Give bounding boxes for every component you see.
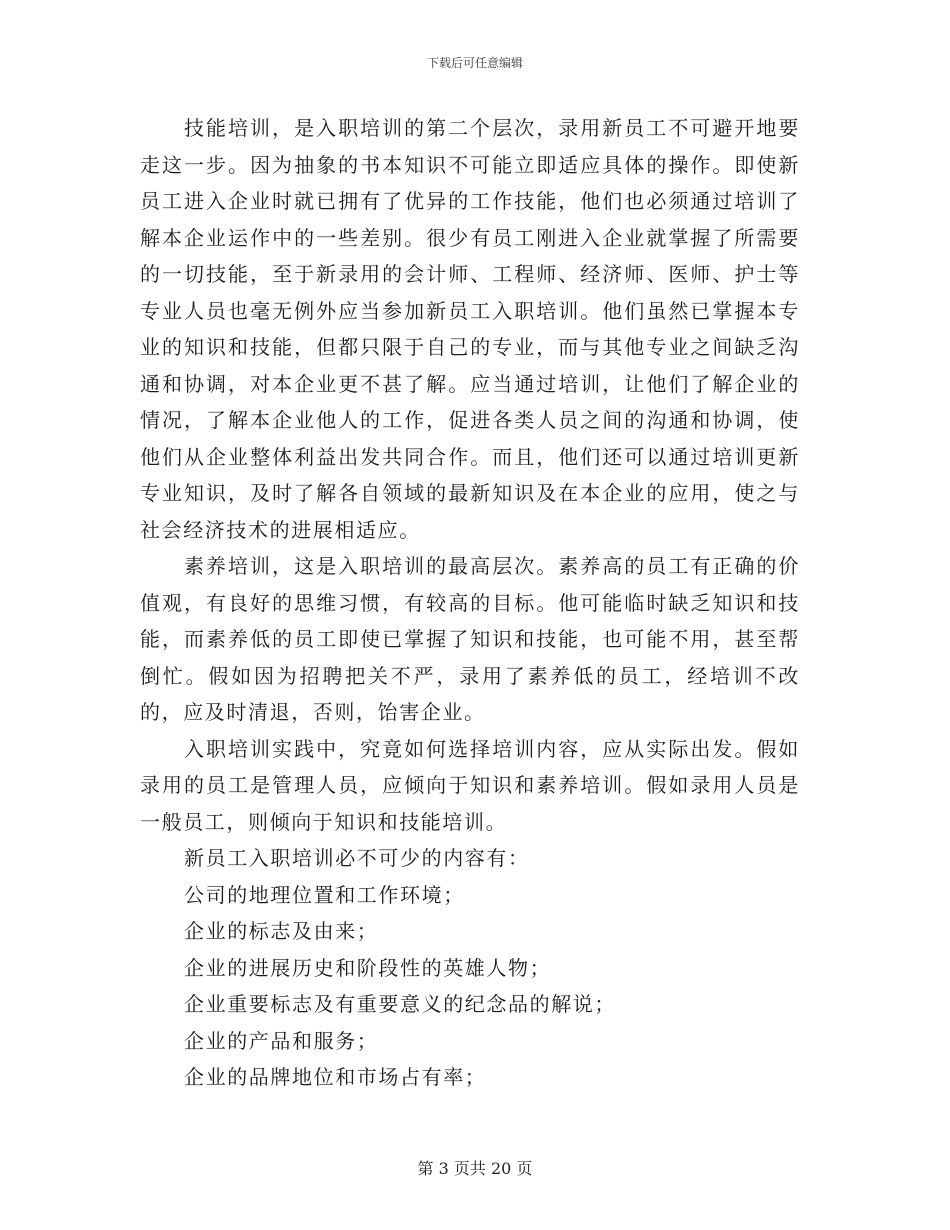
list-item: 企业的进展历史和阶段性的英雄人物； xyxy=(184,955,552,980)
list-item: 企业的产品和服务； xyxy=(184,1028,379,1053)
list-item: 公司的地理位置和工作环境； xyxy=(184,882,465,907)
list-item: 企业的品牌地位和市场占有率； xyxy=(184,1065,487,1089)
list-item: 企业重要标志及有重要意义的纪念品的解说； xyxy=(184,992,616,1016)
list-intro: 新员工入职培训必不可少的内容有： xyxy=(184,846,530,870)
paragraph-skills-training: 技能培训，是入职培训的第二个层次，录用新员工不可避开地要走这一步。因为抽象的书本知识不可能立即适应具体的操作。即使新员工进入企业时就已拥有了优异的工作技能，他们也必须通过培训了解本企业运作中的一些差别。很少有员工刚进入企业就掌握了所需要的一切技能，至于新录用的会计师、工程师、经济师、医师、护士等专业人员也毫无例外应当参加新员工入职培训。他们虽然已掌握本专业的知识和技能，但都只限于自己的专业，而与其他专业之间缺乏沟通和协调，对本企业更不甚了解。应当通过培训，让他们了解企业的情况，了解本企业他人的工作，促进各类人员之间的沟通和协调，使他们从企业整体利益出发共同合作。而且，他们还可以通过培训更新专业知识，及时了解各自领域的最新知识及在本企业的应用，使之与社会经济技术的进展相适应。 xyxy=(140,116,800,542)
page-footer: 第 3 页共 20 页 xyxy=(417,1159,533,1178)
paragraph-quality-training: 素养培训，这是入职培训的最高层次。素养高的员工有正确的价值观，有良好的思维习惯，有较高的目标。他可能临时缺乏知识和技能，而素养低的员工即使已掌握了知识和技能，也可能不用，甚至帮倒忙。假如因为招聘把关不严，录用了素养低的员工，经培训不改的，应及时清退，否则，饴害企业。 xyxy=(140,554,800,724)
paragraph-practice: 入职培训实践中，究竟如何选择培训内容，应从实际出发。假如录用的员工是管理人员，应倾向于知识和素养培训。假如录用人员是一般员工，则倾向于知识和技能培训。 xyxy=(140,736,800,834)
document-body xyxy=(140,110,800,1096)
page-header: 下载后可任意编辑 xyxy=(426,56,523,70)
list-item: 企业的标志及由来； xyxy=(184,919,379,943)
